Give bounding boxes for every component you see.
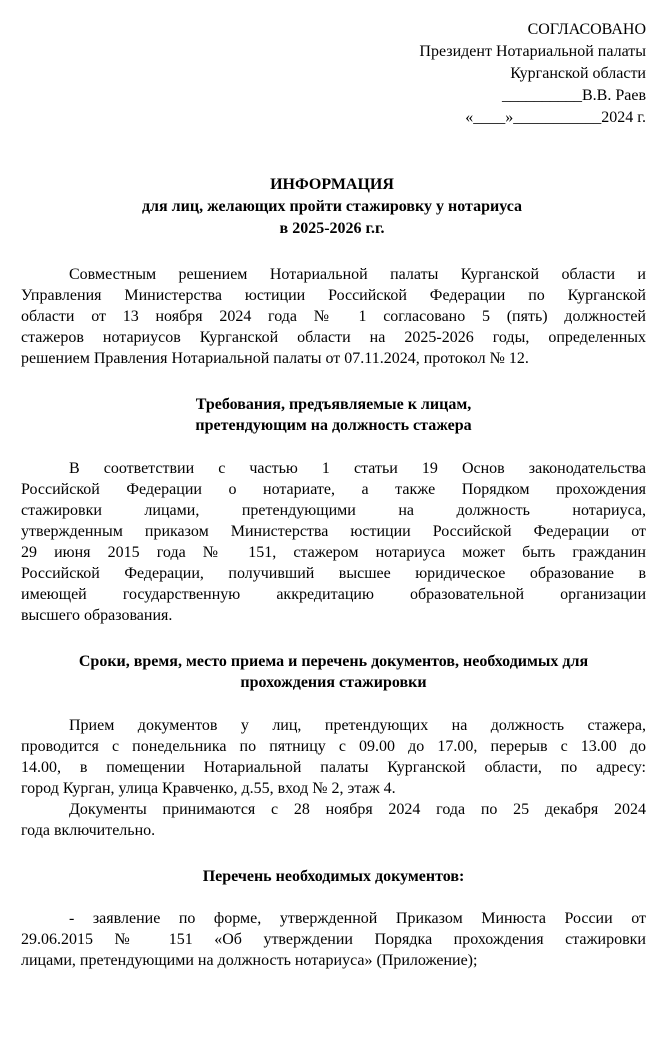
document-title	[0, 174, 664, 240]
section-heading-documents	[21, 866, 646, 887]
section-heading-schedule	[21, 651, 646, 693]
paragraph-line: Совместным решением Нотариальной палаты Курганской области и	[69, 266, 646, 283]
paragraph-line: 14.00, в помещении Нотариальной палаты Курганской области, по адресу:	[21, 759, 646, 776]
paragraph-line: 29.06.2015 № 151 «Об утверждении Порядка прохождения стажировки	[21, 931, 646, 948]
paragraph-line: области от 13 ноября 2024 года № 1 согласовано 5 (пять) должностей	[21, 308, 646, 325]
approval-stamp-block	[419, 19, 646, 129]
paragraph-line: Российской Федерации, получивший высшее юридическое образование в	[21, 565, 646, 582]
paragraph-line: утвержденным приказом Министерства юстиции Российской Федерации от	[21, 523, 646, 540]
heading-line: Сроки, время, место приема и перечень документов, необходимых для	[78, 653, 589, 670]
heading-line: прохождения стажировки	[240, 674, 427, 691]
approval-date-line: «____»___________2024 г.	[465, 109, 646, 126]
title-line-2: для лиц, желающих пройти стажировку у нотариуса	[141, 198, 523, 215]
paragraph-line: проводится с понедельника по пятницу с 09.00 до 17.00, перерыв с 13.00 до	[21, 738, 646, 755]
paragraph-decision	[21, 264, 646, 369]
paragraph-line: Документы принимаются с 28 ноября 2024 года по 25 декабря 2024	[69, 801, 646, 818]
approval-heading: СОГЛАСОВАНО	[527, 21, 646, 38]
heading-line: претендующим на должность стажера	[195, 417, 472, 434]
title-line-3: в 2025-2026 г.г.	[279, 220, 385, 237]
paragraph-line: Российской Федерации о нотариате, а также Порядком прохождения	[21, 481, 646, 498]
paragraph-requirements	[21, 458, 646, 626]
paragraph-line: стажеров нотариусов Курганской области на 2025-2026 годы, определенных	[21, 329, 646, 346]
paragraph-line: Прием документов у лиц, претендующих на должность стажера,	[69, 717, 646, 734]
paragraph-line: - заявление по форме, утвержденной Приказом Минюста России от	[69, 910, 646, 927]
paragraph-line: Управления Министерства юстиции Российской Федерации по Курганской	[21, 287, 646, 304]
approval-signature-line: __________В.В. Раев	[502, 87, 646, 104]
paragraph-line: года включительно.	[21, 822, 156, 839]
approval-position: Президент Нотариальной палаты	[419, 43, 646, 60]
paragraph-documents-list	[21, 908, 646, 971]
section-heading-requirements	[21, 394, 646, 436]
paragraph-line: решением Правления Нотариальной палаты от 07.11.2024, протокол № 12.	[21, 350, 529, 367]
paragraph-line: стажировки лицами, претендующими на должность нотариуса,	[21, 502, 646, 519]
heading-line: Перечень необходимых документов:	[202, 868, 465, 885]
paragraph-schedule	[21, 715, 646, 841]
paragraph-line: высшего образования.	[21, 607, 173, 624]
paragraph-line: 29 июня 2015 года № 151, стажером нотариуса может быть гражданин	[21, 544, 646, 561]
paragraph-line: В соответствии с частью 1 статьи 19 Основ законодательства	[69, 460, 646, 477]
title-line-1: ИНФОРМАЦИЯ	[270, 176, 394, 193]
approval-region: Курганской области	[510, 65, 646, 82]
heading-line: Требования, предъявляемые к лицам,	[195, 396, 472, 413]
paragraph-line: лицами, претендующими на должность нотариуса» (Приложение);	[21, 952, 478, 969]
paragraph-line: имеющей государственную аккредитацию образовательной организации	[21, 586, 646, 603]
paragraph-line: город Курган, улица Кравченко, д.55, вход № 2, этаж 4.	[21, 780, 396, 797]
